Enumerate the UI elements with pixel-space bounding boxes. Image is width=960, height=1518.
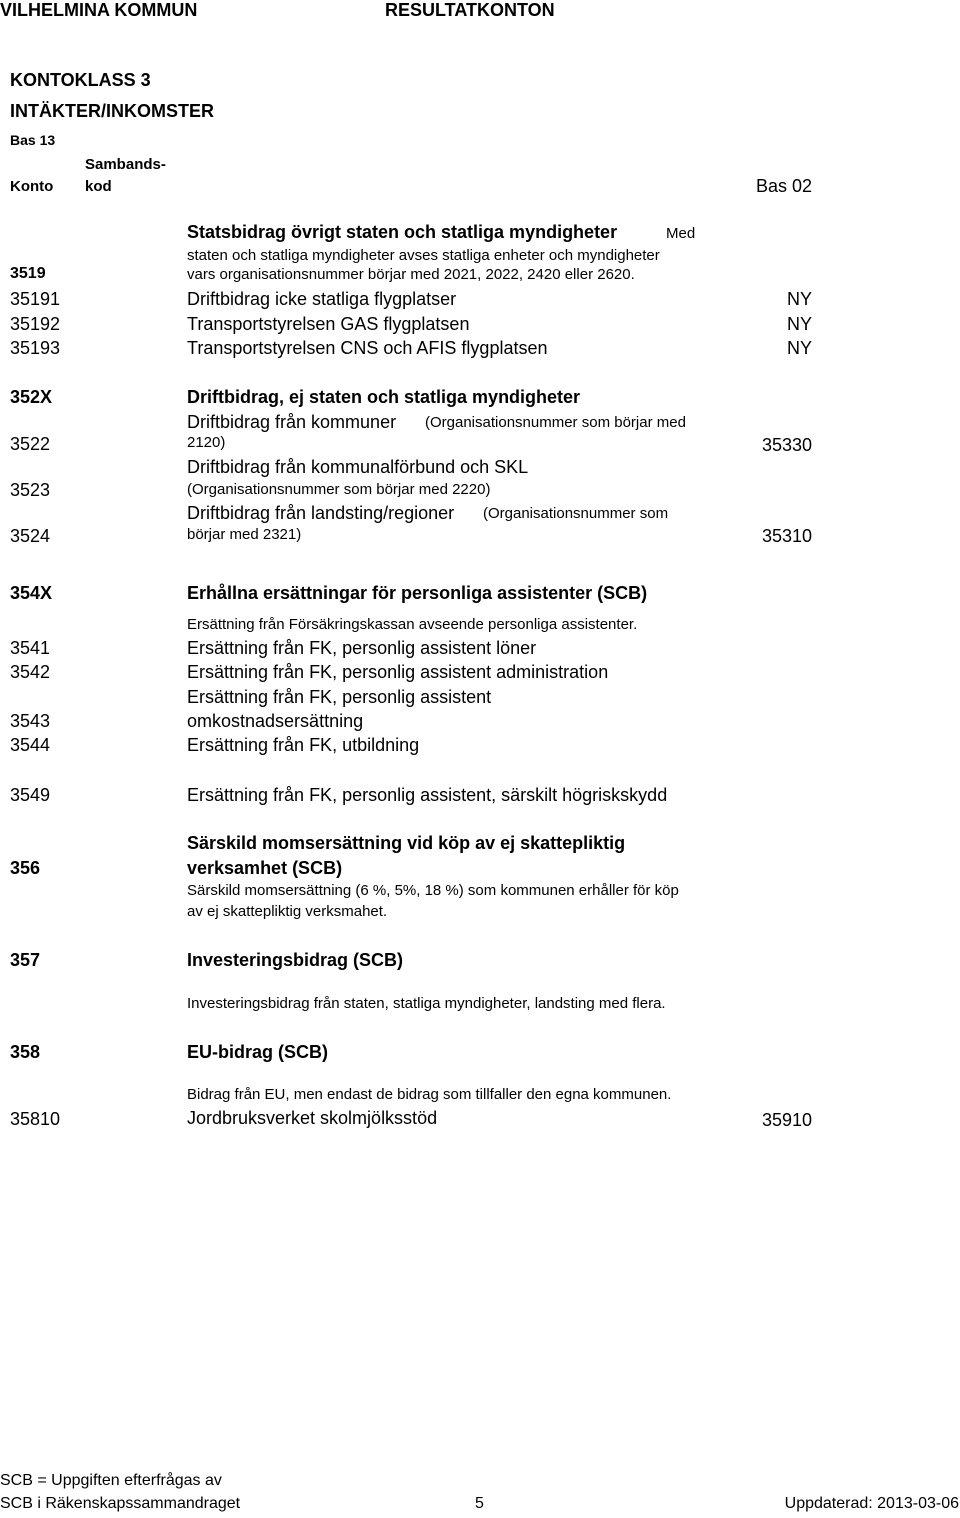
row-3522-text: Driftbidrag från kommuner [187, 412, 397, 432]
updated-date: Uppdaterad: 2013-03-06 [784, 1495, 959, 1512]
row-3523-text-note: (Organisationsnummer som börjar med 2220) [187, 481, 491, 498]
row-35192-text: Transportstyrelsen GAS flygplatsen [187, 314, 470, 334]
row-3524-text-note-2: börjar med 2321) [187, 526, 302, 543]
row-35193-bas02: NY [786, 338, 812, 358]
row-35192-bas02: NY [786, 314, 812, 334]
row-358-title: EU-bidrag (SCB) [187, 1042, 328, 1062]
footer-scb-note: SCB = Uppgiften efterfrågas av [0, 1472, 222, 1489]
row-3519-desc-2: vars organisationsnummer börjar med 2021, 2022, 2420 eller 2620. [187, 266, 635, 283]
row-3524-text-note: (Organisationsnummer som [483, 505, 669, 522]
row-3519-title-tail: Med [666, 225, 696, 242]
row-354X-note: Ersättning från Försäkringskassan avseende personliga assistenter. [187, 616, 638, 633]
row-357-title: Investeringsbidrag (SCB) [187, 950, 404, 970]
section-title-income: INTÄKTER/INKOMSTER [10, 101, 214, 121]
row-356-title: Särskild momsersättning vid köp av ej skattepliktig [187, 833, 626, 853]
row-35810-text: Jordbruksverket skolmjölksstöd [187, 1108, 438, 1128]
row-35192-konto: 35192 [10, 314, 61, 334]
row-3543-text-2: omkostnadsersättning [187, 711, 364, 731]
row-3523-konto: 3523 [10, 480, 51, 500]
row-352X-title: Driftbidrag, ej staten och statliga myndigheter [187, 387, 581, 407]
row-3549-konto: 3549 [10, 785, 51, 805]
row-3544-konto: 3544 [10, 735, 51, 755]
row-3524-konto: 3524 [10, 526, 51, 546]
bas13-label: Bas 13 [10, 132, 56, 148]
row-3519-title: Statsbidrag övrigt staten och statliga myndigheter [187, 222, 618, 242]
page-number: 5 [475, 1495, 484, 1512]
row-3522-bas02: 35330 [761, 435, 812, 455]
row-3522-konto: 3522 [10, 434, 51, 454]
row-3543-konto: 3543 [10, 711, 51, 731]
col-bas02-header: Bas 02 [755, 176, 812, 196]
org-name: VILHELMINA KOMMUN [0, 0, 198, 20]
col-sambands-header: Sambands- [85, 156, 166, 173]
section-title-class: KONTOKLASS 3 [10, 70, 151, 90]
row-357-note: Investeringsbidrag från staten, statliga myndigheter, landsting med flera. [187, 995, 666, 1012]
row-3522-text-note-2: 2120) [187, 434, 226, 451]
row-35810-bas02: 35910 [761, 1110, 812, 1130]
row-35193-text: Transportstyrelsen CNS och AFIS flygplatsen [187, 338, 548, 358]
row-3524-bas02: 35310 [761, 526, 812, 546]
row-356-title-2: verksamhet (SCB) [187, 858, 343, 878]
row-3542-konto: 3542 [10, 662, 51, 682]
row-356-note: Särskild momsersättning (6 %, 5%, 18 %) som kommunen erhåller för köp [187, 882, 679, 899]
row-3524-text: Driftbidrag från landsting/regioner [187, 503, 455, 523]
row-3543-text: Ersättning från FK, personlig assistent [187, 687, 492, 707]
row-35191-konto: 35191 [10, 289, 61, 309]
document-title: RESULTATKONTON [385, 0, 555, 20]
row-3523-text: Driftbidrag från kommunalförbund och SKL [187, 457, 529, 477]
row-354X-title: Erhållna ersättningar för personliga assistenter (SCB) [187, 583, 648, 603]
col-konto-header: Konto [10, 178, 54, 195]
col-kod-header: kod [85, 178, 112, 195]
row-356-konto: 356 [10, 858, 41, 878]
row-3519-desc-1: staten och statliga myndigheter avses statliga enheter och myndigheter [187, 247, 660, 264]
row-3549-text: Ersättning från FK, personlig assistent, särskilt högriskskydd [187, 785, 668, 805]
row-357-konto: 357 [10, 950, 41, 970]
row-35191-bas02: NY [786, 289, 812, 309]
row-358-note: Bidrag från EU, men endast de bidrag som tillfaller den egna kommunen. [187, 1086, 672, 1103]
row-3541-text: Ersättning från FK, personlig assistent löner [187, 638, 537, 658]
row-3542-text: Ersättning från FK, personlig assistent administration [187, 662, 609, 682]
row-356-note-2: av ej skattepliktig verksmahet. [187, 903, 388, 920]
footer-scb-note-2: SCB i Räkenskapssammandraget [0, 1495, 241, 1512]
row-3522-text-note: (Organisationsnummer som börjar med [425, 414, 686, 431]
row-352X-konto: 352X [10, 387, 53, 407]
row-3519-konto: 3519 [10, 265, 46, 282]
row-35810-konto: 35810 [10, 1109, 61, 1129]
row-358-konto: 358 [10, 1042, 41, 1062]
row-35193-konto: 35193 [10, 338, 61, 358]
row-3541-konto: 3541 [10, 638, 51, 658]
row-354X-konto: 354X [10, 583, 53, 603]
row-3544-text: Ersättning från FK, utbildning [187, 735, 420, 755]
row-35191-text: Driftbidrag icke statliga flygplatser [187, 289, 457, 309]
